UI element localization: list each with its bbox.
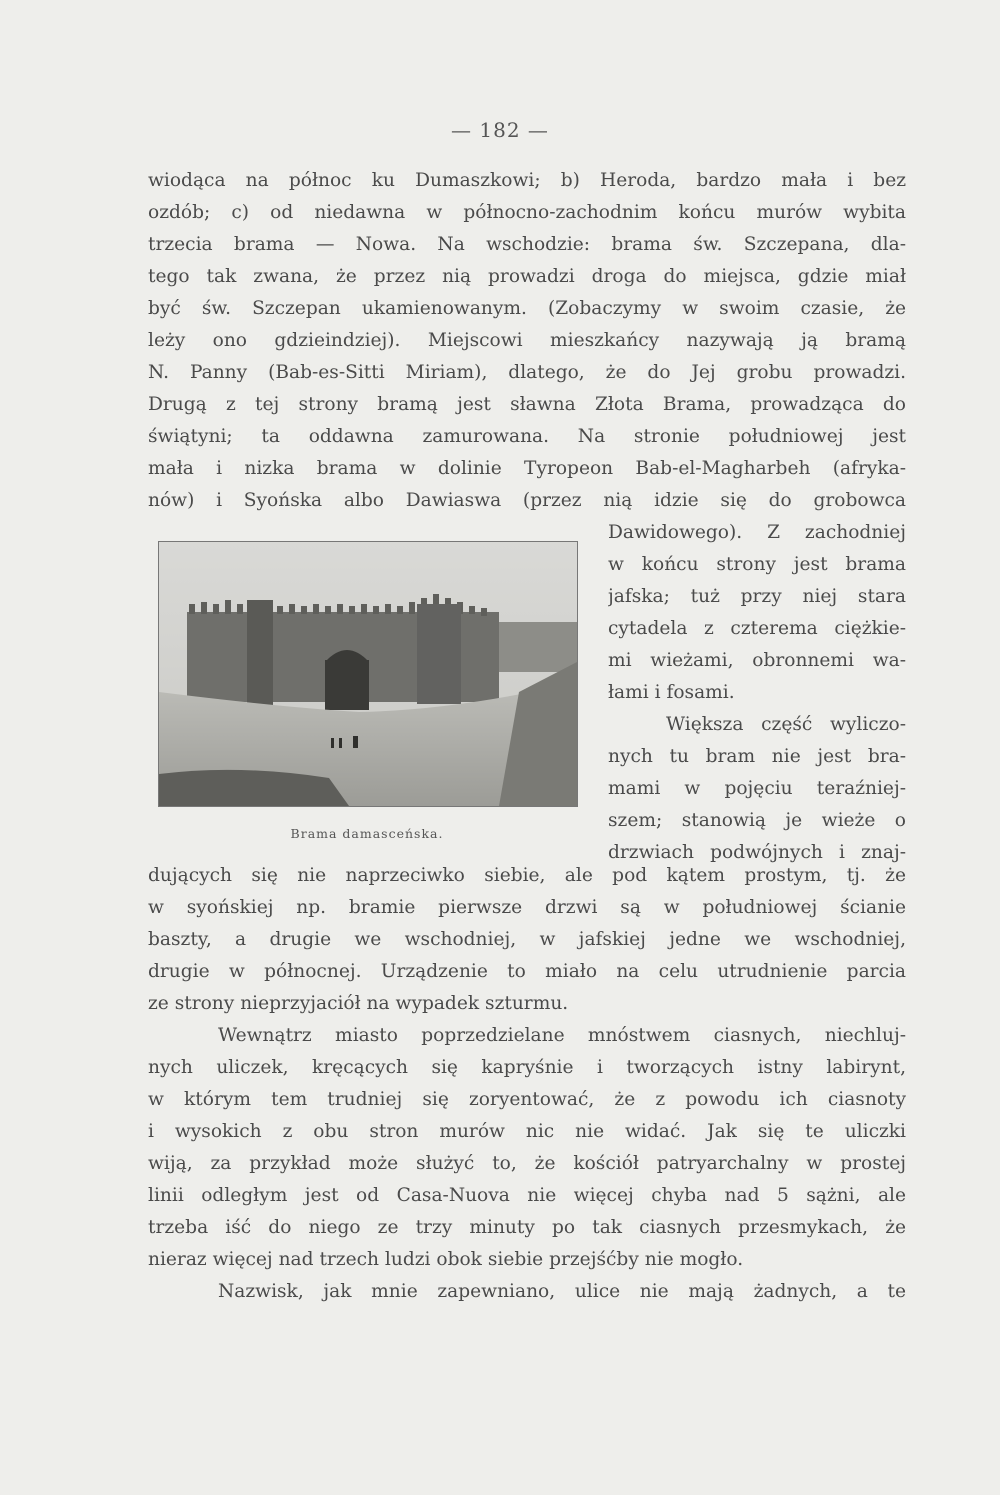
text-line: łami i fosami. <box>608 682 735 703</box>
text-line: w końcu strony jest brama <box>608 554 906 575</box>
photo-illustration <box>159 542 577 806</box>
text-line: być św. Szczepan ukamienowanym. (Zobaczymy w swoim czasie, że <box>148 298 906 319</box>
text-line: Dawidowego). Z zachodniej <box>608 522 906 543</box>
text-line: Nazwisk, jak mnie zapewniano, ulice nie mają żadnych, a te <box>218 1281 906 1302</box>
text-line: nych uliczek, kręcących się kapryśnie i tworzących istny labirynt, <box>148 1057 906 1078</box>
text-line: dujących się nie naprzeciwko siebie, ale pod kątem prostym, tj. że <box>148 865 906 886</box>
text-block-top <box>148 165 906 517</box>
text-line: mami w pojęciu teraźniej- <box>608 778 906 799</box>
text-line: baszty, a drugie we wschodniej, w jafskiej jedne we wschodniej, <box>148 929 906 950</box>
text-line: drzwiach podwójnych i znaj- <box>608 842 906 863</box>
text-block-right <box>608 517 906 869</box>
text-line: drugie w północnej. Urządzenie to miało na celu utrudnienie parcia <box>148 961 906 982</box>
text-line: jafska; tuż przy niej stara <box>608 586 906 607</box>
text-line: Drugą z tej strony bramą jest sławna Złota Brama, prowadząca do <box>148 394 906 415</box>
text-line: tego tak zwana, że przez nią prowadzi droga do miejsca, gdzie miał <box>148 266 906 287</box>
text-line: ze strony nieprzyjaciół na wypadek szturmu. <box>148 993 569 1014</box>
text-line: w którym tem trudniej się zoryentować, że z powodu ich ciasnoty <box>148 1089 906 1110</box>
text-block-bottom <box>148 860 906 1308</box>
text-line: nych tu bram nie jest bra- <box>608 746 906 767</box>
text-line: trzecia brama — Nowa. Na wschodzie: brama św. Szczepana, dla- <box>148 234 906 255</box>
text-line: N. Panny (Bab-es-Sitti Miriam), dlatego, że do Jej grobu prowadzi. <box>148 362 906 383</box>
text-line: i wysokich z obu stron murów nic nie widać. Jak się te uliczki <box>148 1121 906 1142</box>
text-line: Wewnątrz miasto poprzedzielane mnóstwem ciasnych, niechluj- <box>218 1025 906 1046</box>
text-line: cytadela z czterema ciężkie- <box>608 618 906 639</box>
text-line: ozdób; c) od niedawna w północno-zachodnim końcu murów wybita <box>148 202 906 223</box>
text-line: mała i nizka brama w dolinie Tyropeon Bab-el-Magharbeh (afryka- <box>148 458 906 479</box>
text-line: trzeba iść do niego ze trzy minuty po tak ciasnych przesmykach, że <box>148 1217 906 1238</box>
text-line: wiodąca na północ ku Dumaszkowi; b) Heroda, bardzo mała i bez <box>148 170 906 191</box>
text-line: mi wieżami, obronnemi wa- <box>608 650 906 671</box>
text-line: leży ono gdzieindziej). Miejscowi mieszkańcy nazywają ją bramą <box>148 330 906 351</box>
page-number: — 182 — <box>451 118 549 142</box>
figure-photo-damascus-gate <box>158 541 578 807</box>
text-line: szem; stanowią je wieże o <box>608 810 906 831</box>
text-line: w syońskiej np. bramie pierwsze drzwi są w południowej ścianie <box>148 897 906 918</box>
text-line: nów) i Syońska albo Dawiaswa (przez nią idzie się do grobowca <box>148 490 906 511</box>
text-line: Większa część wyliczo- <box>666 714 906 735</box>
text-line: świątyni; ta oddawna zamurowana. Na stronie południowej jest <box>148 426 906 447</box>
text-line: linii odległym jest od Casa-Nuova nie więcej chyba nad 5 sążni, ale <box>148 1185 906 1206</box>
text-line: nieraz więcej nad trzech ludzi obok siebie przejśćby nie mogło. <box>148 1249 744 1270</box>
figure-caption: Brama damasceńska. <box>290 826 444 841</box>
text-line: wiją, za przykład może służyć to, że kościół patryarchalny w prostej <box>148 1153 906 1174</box>
